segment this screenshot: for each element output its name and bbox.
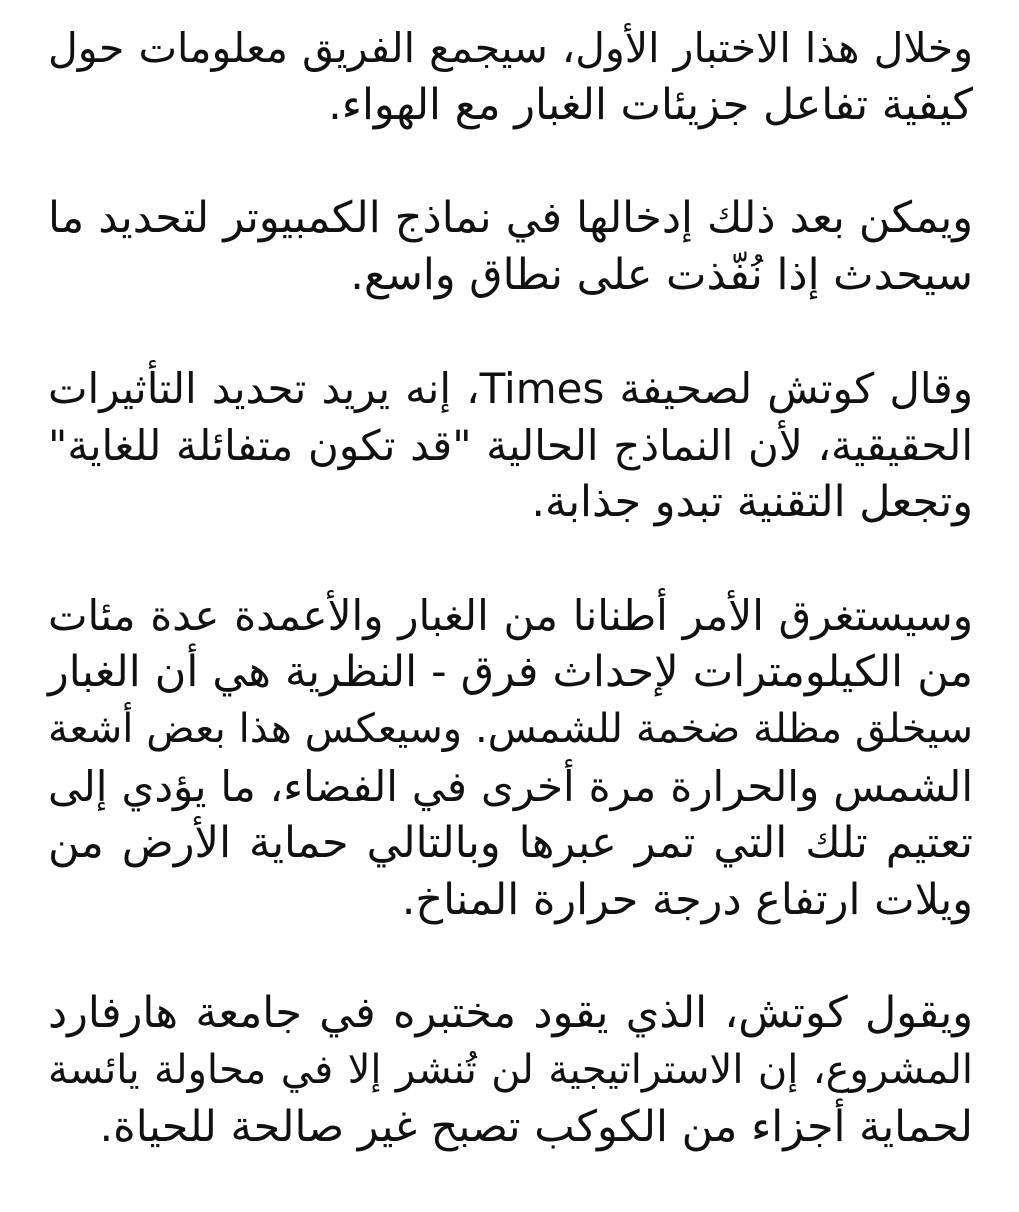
text-line: كيفية تفاعل جزيئات الغبار مع الهواء. [328, 80, 973, 130]
text-line: تعتيم تلك التي تمر عبرها وبالتالي حماية الأرض من [48, 818, 973, 868]
paragraph [48, 985, 973, 1156]
text-line: سيحدث إذا نُفّذت على نطاق واسع. [350, 250, 973, 300]
text-line: وسيستغرق الأمر أطنانا من الغبار والأعمدة عدة مئات [48, 591, 973, 640]
text-line: ويلات ارتفاع درجة حرارة المناخ. [401, 875, 973, 925]
text-line: ويقول كوتش، الذي يقود مختبره في جامعة هارفارد [48, 988, 973, 1038]
text-line: ويمكن بعد ذلك إدخالها في نماذج الكمبيوتر لتحديد ما [48, 193, 973, 243]
article-body [48, 20, 973, 1212]
text-line: سيخلق مظلة ضخمة للشمس. وسيعكس هذا بعض أشعة [48, 706, 973, 752]
text-line: الحقيقية، لأن النماذج الحالية "قد تكون متفائلة للغاية" [48, 421, 973, 470]
text-line: وتجعل التقنية تبدو جذابة. [531, 477, 973, 527]
text-line: وخلال هذا الاختبار الأول، سيجمع الفريق معلومات حول [48, 24, 973, 72]
paragraph [48, 587, 973, 929]
text-line: من الكيلومترات لإحداث فرق - النظرية هي أن الغبار [48, 647, 973, 697]
text-line: وقال كوتش لصحيفة Times، إنه يريد تحديد التأثيرات [48, 364, 973, 413]
paragraph [48, 20, 973, 134]
text-line: لحماية أجزاء من الكوكب تصبح غير صالحة للحياة. [99, 1102, 973, 1152]
text-line: الشمس والحرارة مرة أخرى في الفضاء، ما يؤدي إلى [48, 762, 973, 811]
text-line: المشروع، إن الاستراتيجية لن تُنشر إلا في محاولة يائسة [48, 1047, 973, 1093]
paragraph [48, 190, 973, 304]
paragraph [48, 360, 973, 531]
